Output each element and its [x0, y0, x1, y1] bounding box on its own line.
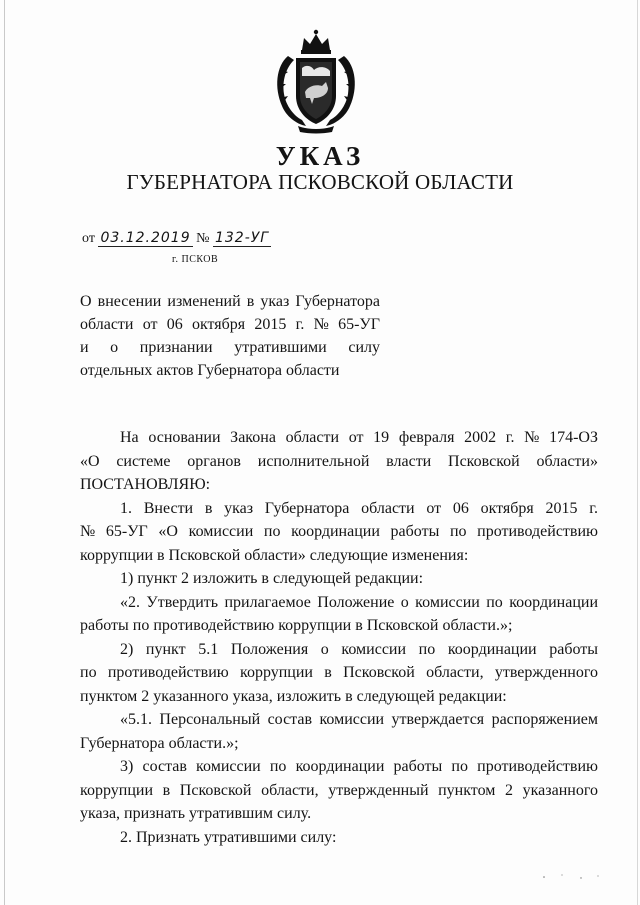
body-line: 1) пункт 2 изложить в следующей редакции:: [120, 570, 424, 587]
body-line: № 65-УГ «О комиссии по координации работы по противодействию: [80, 523, 598, 540]
body-line: коррупции в Псковской области, утвержденный пунктом 2 указанного: [80, 781, 598, 799]
body-line: по противодействию коррупции в Псковской области, утвержденного: [80, 664, 598, 681]
body-line: коррупции в Псковской области» следующие изменения:: [80, 546, 469, 564]
date-number-line: [82, 230, 271, 247]
subject-block: [80, 290, 380, 382]
place-of-issue: г. ПСКОВ: [172, 254, 219, 265]
handwritten-date: 03.12.2019: [100, 230, 191, 246]
scan-edge-right: [637, 0, 638, 905]
document-title: УКАЗ: [275, 141, 365, 171]
date-prefix: от: [82, 231, 95, 246]
handwritten-number: 132-УГ: [214, 230, 270, 246]
body-line: «О системе органов исполнительной власти Псковской области»: [80, 452, 598, 470]
scan-specks: [540, 872, 610, 882]
body-line: 3) состав комиссии по координации работы по противодействию: [120, 758, 598, 775]
body-line: работы по противодействию коррупции в Псковской области.»;: [80, 617, 513, 634]
body-line: 2. Признать утратившими силу:: [120, 828, 337, 846]
subject-line: О внесении изменений в указ Губернатора: [80, 293, 380, 310]
scan-edge-left: [4, 0, 5, 905]
body-line: Губернатора области.»;: [80, 734, 239, 752]
body-line: 1. Внести в указ Губернатора области от 06 октября 2015 г.: [120, 499, 598, 517]
pskov-coat-of-arms-icon: [268, 26, 364, 134]
subject-line: области от 06 октября 2015 г. № 65-УГ: [80, 316, 380, 333]
decree-body: [80, 426, 598, 849]
body-line: 2) пункт 5.1 Положения о комиссии по координации работы: [120, 640, 598, 658]
body-line: На основании Закона области от 19 февраля 2002 г. № 174-ОЗ: [120, 429, 598, 446]
body-line: указа, признать утратившим силу.: [80, 805, 312, 822]
subject-line: и о признании утратившими силу: [80, 339, 380, 356]
body-line: «5.1. Персональный состав комиссии утверждается распоряжением: [120, 711, 598, 728]
body-line: пунктом 2 указанного указа, изложить в следующей редакции:: [80, 687, 507, 705]
body-line: «2. Утвердить прилагаемое Положение о комиссии по координации: [120, 593, 598, 611]
number-prefix: №: [196, 231, 210, 246]
document-subtitle: ГУБЕРНАТОРА ПСКОВСКОЙ ОБЛАСТИ: [126, 170, 514, 194]
subject-line: отдельных актов Губернатора области: [80, 362, 340, 379]
body-line: ПОСТАНОВЛЯЮ:: [80, 476, 211, 493]
